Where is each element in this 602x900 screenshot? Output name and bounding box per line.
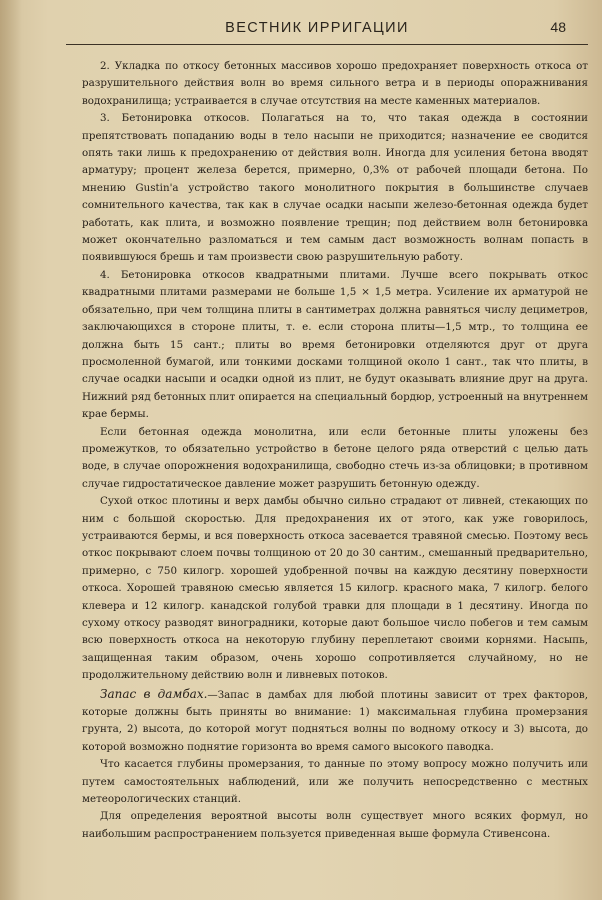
paragraph-square-slabs: 4. Бетонировка откосов квадратными плитами. Лучше всего покрывать откос квадратными плитами размерами не больше 1,5 × 1,5 метра. Усиление их арматурой не обязательно, при чем толщина плиты в сантиметрах должна равняться числу дециметров, заключающихся в стороне плиты, т. е. если сторона плиты—1,5 мтр., то толщина ее должна быть 15 сант.; плиты во время бетонировки отделяются друг от друга просмоленной бумагой, или тонкими досками толщиной около 1 сант., так что плиты, в случае осадки насыпи и осадки одной из плит, не будут оказывать влияние друг на друга. Нижний ряд бетонных плит опирается на специальный бордюр, устроенный на внутреннем крае бермы. bbox=[82, 268, 588, 421]
paragraph-slope-concreting: 3. Бетонировка откосов. Полагаться на то, что такая одежда в состоянии препятствовать попаданию воды в тело насыпи не приходится; назначение ее сводится опять таки лишь к предохранению от действия волн. Иногда для усиления бетона вводят арматуру; процент железа берется, примерно, 0,3% от рабочей площади бетона. По мнению Gustin'а устройство такого монолитного покрытия в большинстве случаев сомнительного качества, так как в случае осадки насыпи железо-бетонная одежда будет работать, как плита, и возможно появление трещин; под действием волн бетонировка может окончательно разломаться и тем самым даст возможность волнам попасть в появившуюся брешь и там произвести свою разрушительную работу. bbox=[82, 112, 588, 264]
paragraph-frost-depth: Что касается глубины промерзания, то данные по этому вопросу можно получить или путем самостоятельных наблюдений, или же получить непосредственно с местных метеорологических станций. bbox=[82, 758, 588, 806]
page-header bbox=[60, 16, 574, 44]
paragraph-freeboard-text: —Запас в дамбах для любой плотины зависит от трех факторов, которые должны быть приняты во внимание: 1) максимальная глубина промерзания грунта, 2) высота, до которой могут подняться волны по водному откосу и 3) высота, до которой возможно поднятие горизонта во время самого высокого паводка. bbox=[82, 688, 588, 753]
paragraph-dry-slope: Сухой откос плотины и верх дамбы обычно сильно страдают от ливней, стекающих по ним с большой скоростью. Для предохранения их от этого, как уже говорилось, устраиваются бермы, и вся поверхность откоса засевается травяной смесью. Поэтому весь откос покрывают слоем почвы толщиною от 20 до 30 сантим., смешанный предварительно, примерно, с 750 килогр. хорошей удобренной почвы на каждую десятину поверхности откоса. Хорошей травяною смесью является 15 килогр. красного мака, 7 килогр. белого клевера и 12 килогр. канадской голубой травки для площади в 1 десятину. Иногда по сухому откосу разводят виноградники, которые дают большое число побегов и тем самым всю поверхность откоса на некоторую глубину переплетают своими корнями. Насыпь, защищенная таким образом, очень хорошо сопротивляется случайному, но не продолжительному действию волн и ливневых потоков. bbox=[82, 495, 588, 682]
paragraph-dam-freeboard bbox=[82, 686, 588, 757]
paragraph-concrete-blocks: 2. Укладка по откосу бетонных массивов хорошо предохраняет поверхность откоса от разрушительного действия волн во время сильного ветра и в периоды опоражнивания водохранилища; устраивается в случае отсутствия на месте каменных материалов. bbox=[82, 60, 588, 107]
journal-title: ВЕСТНИК ИРРИГАЦИИ bbox=[225, 20, 409, 36]
paragraph-drainage-holes: Если бетонная одежда монолитна, или если бетонные плиты уложены без промежутков, то обязательно устройство в бетоне целого ряда отверстий с целью дать воде, в случае опорожнения водохранилища, свободно стечь из-за облицовки; в противном случае гидростатическое давление может разрушить бетонную одежду. bbox=[82, 425, 588, 490]
page-number: 48 bbox=[550, 19, 566, 35]
article-body bbox=[82, 58, 588, 882]
paragraph-wave-height: Для определения вероятной высоты волн существует много всяких формул, но наибольшим распространением пользуется приведенная выше формула Стивенсона. bbox=[82, 810, 588, 840]
header-rule bbox=[66, 44, 588, 45]
section-heading-freeboard: Запас в дамбах. bbox=[100, 686, 208, 701]
page-edge-shadow bbox=[0, 0, 22, 900]
